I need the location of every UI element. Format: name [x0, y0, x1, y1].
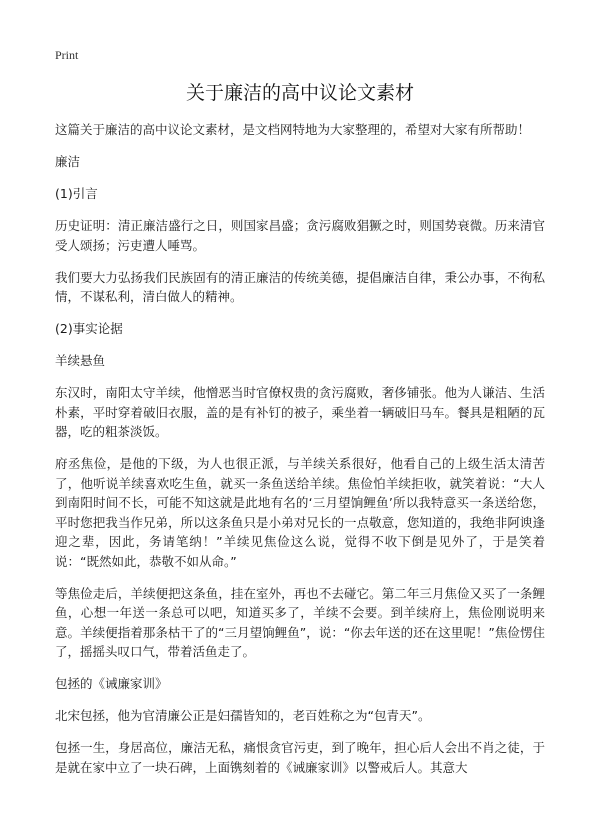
- body-paragraph: 包拯一生，身居高位，廉洁无私，痛恨贪官污吏，到了晚年，担心后人会出不肖之徒，于是就在家中立了一块石碑，上面镌刻着的《诫廉家训》以警戒后人。其意大: [55, 740, 545, 775]
- document-title: 关于廉洁的高中议论文素材: [185, 82, 414, 104]
- body-paragraph: 府丞焦俭，是他的下级，为人也很正派，与羊续关系很好，他看自己的上级生活太清苦了，他听说羊续喜欢吃生鱼，就买一条鱼送给羊续。焦俭怕羊续拒收，就笑着说：“大人到南阳时间不长，可能不知这就是此地有名的‘三月望饷鲤鱼’所以我特意买一条送给您，平时您把我当作兄弟，所以这条鱼只是小弟对兄长的一点敬意，您知道的，我绝非阿谀逢迎之辈，因此，务请笔纳！”羊续见焦俭这么说，觉得不收下倒是见外了，于是笑着说：“既然如此，恭敬不如从命。”: [55, 456, 545, 569]
- story-heading-baozheng: 包拯的《诫廉家训》: [55, 676, 168, 691]
- intro-paragraph: 这篇关于廉洁的高中议论文素材，是文档网特地为大家整理的，希望对大家有所帮助！: [55, 122, 531, 137]
- subheading-introduction: (1)引言: [55, 186, 98, 201]
- body-paragraph: 历史证明：清正廉洁盛行之日，则国家昌盛；贪污腐败猖獗之时，则国势衰微。历来清官受人颂扬；污吏遭人唾骂。: [55, 218, 545, 253]
- body-paragraph: 我们要大力弘扬我们民族固有的清正廉洁的传统美德，提倡廉洁自律，秉公办事，不徇私情，不谋私利，清白做人的精神。: [55, 269, 545, 304]
- subheading-evidence: (2)事实论据: [55, 321, 123, 336]
- story-heading-yangxu: 羊续悬鱼: [55, 353, 106, 368]
- body-paragraph: 等焦俭走后，羊续便把这条鱼，挂在室外，再也不去碰它。第二年三月焦俭又买了一条鲤鱼，心想一年送一条总可以吧，知道买多了，羊续不会要。到羊续府上，焦俭刚说明来意。羊续便指着那条枯干了的“三月望饷鲤鱼”，说：“你去年送的还在这里呢！”焦俭愣住了，摇摇头叹口气，带着活鱼走了。: [55, 585, 545, 659]
- body-paragraph: 东汉时，南阳太守羊续，他憎恶当时官僚权贵的贪污腐败，奢侈铺张。他为人谦洁、生活朴素，平时穿着破旧衣服，盖的是有补钉的被子，乘坐着一辆破旧马车。餐具是粗陋的瓦器，吃的粗茶淡饭。: [55, 385, 545, 439]
- body-paragraph: 北宋包拯，他为官清廉公正是妇孺皆知的，老百姓称之为“包青天”。: [55, 708, 431, 723]
- print-label: Print: [55, 48, 79, 62]
- section-heading-lianjie: 廉洁: [55, 154, 81, 169]
- document-body: [55, 120, 545, 790]
